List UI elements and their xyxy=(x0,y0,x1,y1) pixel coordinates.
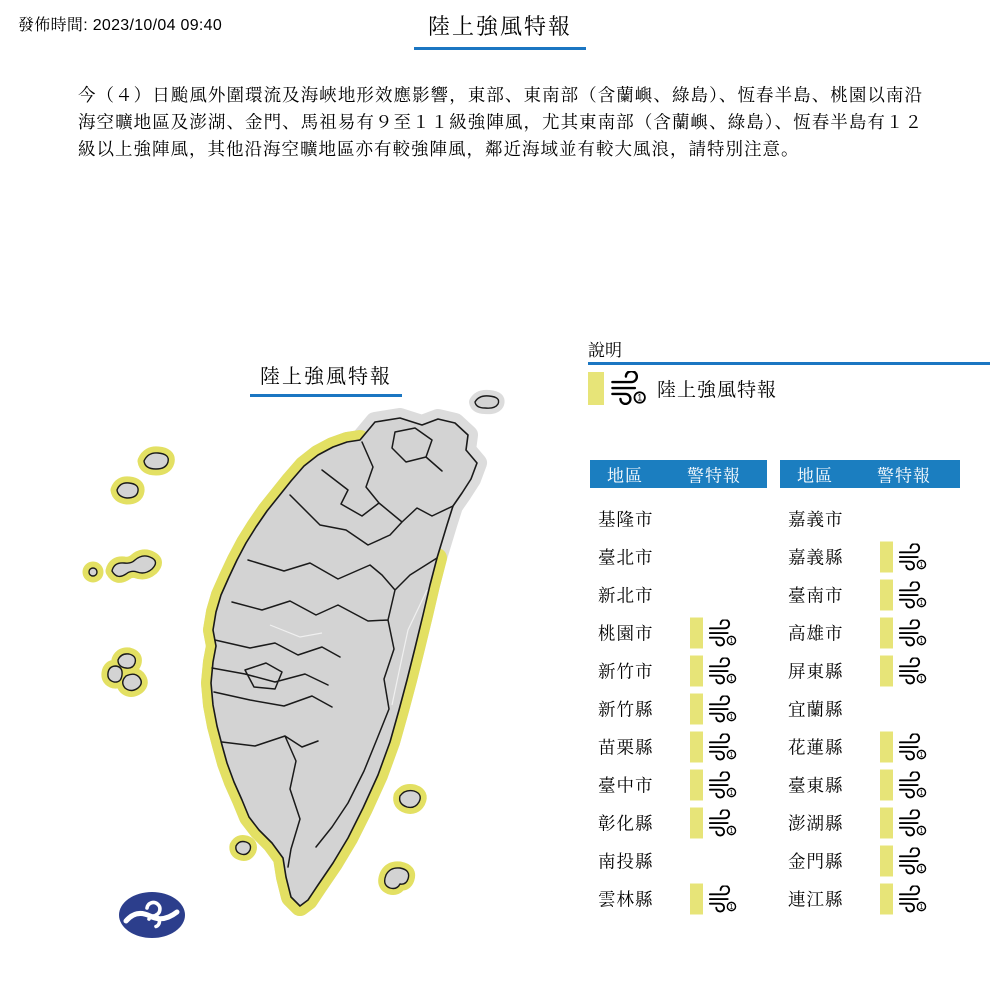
taiwan-map xyxy=(70,375,530,975)
island-green-island xyxy=(400,791,421,808)
region-label: 嘉義市 xyxy=(788,509,844,530)
warning-indicator xyxy=(690,656,738,687)
island-orchid-island xyxy=(385,868,409,889)
warning-color-bar xyxy=(690,884,703,915)
warning-indicator xyxy=(690,694,738,725)
region-table-left xyxy=(590,460,767,918)
warning-indicator xyxy=(690,732,738,763)
warning-indicator xyxy=(880,846,928,877)
wind-gust-icon xyxy=(708,658,738,685)
table-row xyxy=(780,576,960,614)
table-row xyxy=(780,804,960,842)
region-label: 桃園市 xyxy=(598,623,654,644)
warning-indicator xyxy=(690,618,738,649)
table-row xyxy=(590,652,767,690)
warning-indicator xyxy=(690,884,738,915)
wind-level-badge: 1 xyxy=(729,903,734,911)
table-row xyxy=(590,538,767,576)
wind-level-badge: 1 xyxy=(729,713,734,721)
region-label: 臺南市 xyxy=(788,585,844,606)
region-label: 苗栗縣 xyxy=(598,737,654,758)
table-row xyxy=(590,766,767,804)
wind-level-badge: 1 xyxy=(919,675,924,683)
warning-indicator xyxy=(690,770,738,801)
legend-item xyxy=(588,371,777,405)
warning-color-bar xyxy=(880,618,893,649)
wind-gust-icon xyxy=(708,620,738,647)
wind-gust-icon xyxy=(898,848,928,875)
publish-time: 發佈時間: 2023/10/04 09:40 xyxy=(18,17,223,34)
table-row xyxy=(780,538,960,576)
wind-level-badge: 1 xyxy=(729,751,734,759)
region-label: 基隆市 xyxy=(598,509,654,530)
region-label: 連江縣 xyxy=(788,889,844,910)
table-row xyxy=(590,842,767,880)
page-title: 陸上強風特報 xyxy=(414,10,586,50)
island-lamay xyxy=(236,842,251,855)
wind-level-badge: 1 xyxy=(919,599,924,607)
table-row xyxy=(590,614,767,652)
wind-gust-icon xyxy=(898,734,928,761)
warning-indicator xyxy=(880,618,928,649)
wind-level-badge: 1 xyxy=(919,865,924,873)
wind-level-badge: 1 xyxy=(919,903,924,911)
warning-color-bar xyxy=(880,732,893,763)
warning-indicator xyxy=(690,808,738,839)
region-label: 高雄市 xyxy=(788,623,844,644)
warning-color-bar xyxy=(880,808,893,839)
table-body xyxy=(590,488,767,918)
warning-color-bar xyxy=(880,656,893,687)
header-warning: 警特報 xyxy=(877,466,931,486)
region-label: 新北市 xyxy=(598,585,654,606)
table-row xyxy=(590,690,767,728)
wind-level-badge: 1 xyxy=(729,637,734,645)
warning-color-bar xyxy=(690,694,703,725)
wind-level-badge: 1 xyxy=(919,637,924,645)
table-row xyxy=(780,652,960,690)
wind-gust-icon xyxy=(898,582,928,609)
region-label: 新竹縣 xyxy=(598,699,654,720)
table-row xyxy=(780,690,960,728)
wind-level-badge: 1 xyxy=(919,751,924,759)
table-row xyxy=(780,728,960,766)
warning-color-bar xyxy=(690,770,703,801)
warning-indicator xyxy=(880,542,928,573)
wind-level-badge: 1 xyxy=(729,675,734,683)
wind-level-badge: 1 xyxy=(919,561,924,569)
region-label: 南投縣 xyxy=(598,851,654,872)
region-label: 彰化縣 xyxy=(598,813,654,834)
legend-color-swatch xyxy=(588,372,604,405)
table-row xyxy=(590,576,767,614)
table-header xyxy=(780,460,960,488)
region-label: 金門縣 xyxy=(788,851,844,872)
region-label: 嘉義縣 xyxy=(788,547,844,568)
region-label: 花蓮縣 xyxy=(788,737,844,758)
region-label: 宜蘭縣 xyxy=(788,699,844,720)
warning-indicator xyxy=(880,884,928,915)
warning-color-bar xyxy=(880,580,893,611)
warning-color-bar xyxy=(690,656,703,687)
header-warning: 警特報 xyxy=(687,466,741,486)
region-table-right xyxy=(780,460,960,918)
table-row xyxy=(590,500,767,538)
wind-gust-icon xyxy=(898,772,928,799)
wind-gust-icon xyxy=(708,772,738,799)
warning-indicator xyxy=(880,580,928,611)
legend-label: 陸上強風特報 xyxy=(657,379,778,401)
header-region: 地區 xyxy=(607,466,643,486)
warning-indicator xyxy=(880,732,928,763)
legend-title: 說明 xyxy=(588,341,622,360)
wind-level-badge: 1 xyxy=(919,789,924,797)
wind-gust-icon xyxy=(610,371,648,405)
table-header xyxy=(590,460,767,488)
warning-color-bar xyxy=(690,732,703,763)
table-row xyxy=(590,728,767,766)
region-label: 新竹市 xyxy=(598,661,654,682)
island-keelung-islet xyxy=(475,396,499,408)
wind-gust-icon xyxy=(898,886,928,913)
table-row xyxy=(780,766,960,804)
legend-divider xyxy=(588,362,990,365)
wind-gust-icon xyxy=(708,886,738,913)
region-label: 臺中市 xyxy=(598,775,654,796)
island-kinmen xyxy=(89,556,156,576)
region-label: 屏東縣 xyxy=(788,661,844,682)
wind-gust-icon xyxy=(708,696,738,723)
island-matsu xyxy=(117,453,168,498)
advisory-description: 今（４）日颱風外圍環流及海峽地形效應影響，東部、東南部（含蘭嶼、綠島）、恆春半島、桃園以南沿海空曠地區及澎湖、金門、馬祖易有９至１１級強陣風，尤其東南部（含蘭嶼、綠島）、恆春半島有１２級以上強陣風，其他沿海空曠地區亦有較強陣風，鄰近海域並有較大風浪，請特別注意。 xyxy=(78,85,923,159)
warning-color-bar xyxy=(880,770,893,801)
wind-gust-icon xyxy=(898,620,928,647)
header-region: 地區 xyxy=(797,466,833,486)
region-label: 臺北市 xyxy=(598,547,654,568)
table-row xyxy=(590,804,767,842)
cwb-logo xyxy=(119,892,185,938)
region-label: 雲林縣 xyxy=(598,889,654,910)
wind-level-badge: 1 xyxy=(729,789,734,797)
wind-gust-icon xyxy=(898,810,928,837)
warning-indicator xyxy=(880,808,928,839)
region-label: 澎湖縣 xyxy=(788,813,844,834)
page-title-wrap xyxy=(0,10,1000,50)
island-penghu xyxy=(108,654,141,691)
wind-level-badge: 1 xyxy=(919,827,924,835)
legend-icon-slot xyxy=(610,371,648,405)
table-row xyxy=(780,880,960,918)
warning-color-bar xyxy=(880,542,893,573)
wind-level-badge: 1 xyxy=(729,827,734,835)
wind-gust-icon xyxy=(708,810,738,837)
table-row xyxy=(780,842,960,880)
warning-color-bar xyxy=(690,808,703,839)
table-body xyxy=(780,488,960,918)
warning-indicator xyxy=(880,656,928,687)
table-row xyxy=(590,880,767,918)
warning-color-bar xyxy=(880,846,893,877)
warning-color-bar xyxy=(880,884,893,915)
warning-indicator xyxy=(880,770,928,801)
warning-color-bar xyxy=(690,618,703,649)
wind-gust-icon xyxy=(898,544,928,571)
wind-gust-icon xyxy=(708,734,738,761)
region-label: 臺東縣 xyxy=(788,775,844,796)
map-title: 陸上強風特報 xyxy=(250,360,402,397)
table-row xyxy=(780,614,960,652)
table-row xyxy=(780,500,960,538)
wind-level-badge: 1 xyxy=(637,392,643,403)
wind-gust-icon xyxy=(898,658,928,685)
